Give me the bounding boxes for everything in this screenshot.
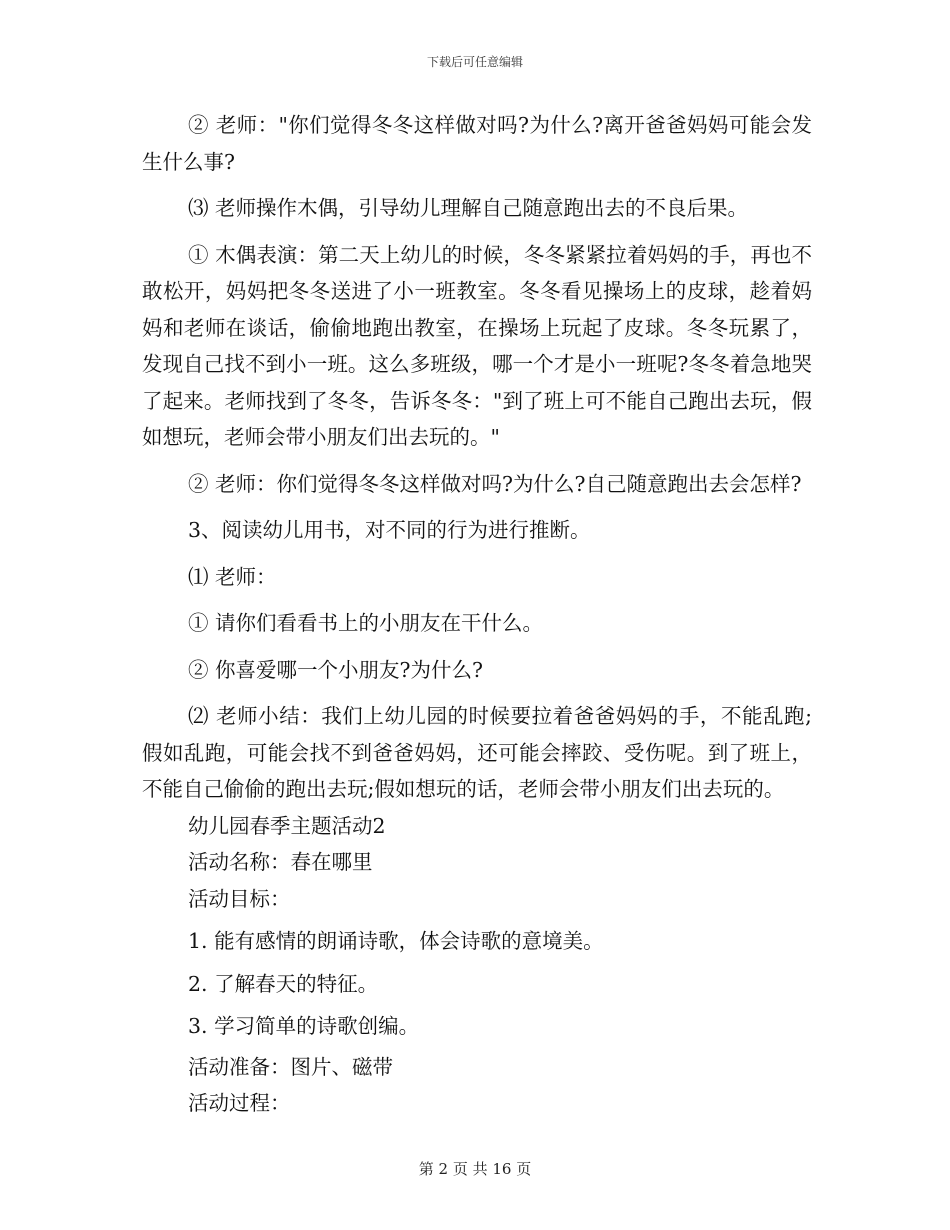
- activity-goals-label: 活动目标：: [188, 886, 291, 911]
- activity-name: 活动名称：春在哪里: [188, 850, 373, 874]
- section-title-activity-2: 幼儿园春季主题活动2: [188, 813, 386, 838]
- activity-process-label: 活动过程：: [188, 1091, 291, 1115]
- paragraph-teacher-question-1: ② 老师："你们觉得冬冬这样做对吗?为什么?离开爸爸妈妈可能会发生什么事?: [142, 113, 812, 174]
- page-footer: 第 2 页 共 16 页: [418, 1160, 532, 1178]
- paragraph-step-3: 3、阅读幼儿用书，对不同的行为进行推断。: [188, 518, 591, 542]
- paragraph-favorite-friend: ② 你喜爱哪一个小朋友?为什么?: [188, 657, 483, 682]
- document-body: [142, 107, 812, 1122]
- goal-item-1: 1. 能有感情的朗诵诗歌，体会诗歌的意境美。: [188, 929, 604, 953]
- paragraph-teacher-question-2: ② 老师：你们觉得冬冬这样做对吗?为什么?自己随意跑出去会怎样?: [188, 471, 802, 496]
- paragraph-puppet-guide: ⑶ 老师操作木偶，引导幼儿理解自己随意跑出去的不良后果。: [188, 196, 749, 220]
- activity-preparation: 活动准备：图片、磁带: [188, 1054, 393, 1079]
- paragraph-teacher-label: ⑴ 老师：: [188, 564, 277, 589]
- goal-item-2: 2. 了解春天的特征。: [188, 971, 379, 996]
- paragraph-look-at-book: ① 请你们看看书上的小朋友在干什么。: [188, 611, 544, 635]
- paragraph-teacher-summary: ⑵ 老师小结：我们上幼儿园的时候要拉着爸爸妈妈的手，不能乱跑;假如乱跑，可能会找不到爸爸妈妈，还可能会摔跤、受伤呢。到了班上，不能自己偷偷的跑出去玩;假如想玩的话，老师会带小朋友们出去玩的。: [142, 704, 812, 801]
- paragraph-puppet-show: ① 木偶表演：第二天上幼儿的时候，冬冬紧紧拉着妈妈的手，再也不敢松开，妈妈把冬冬送进了小一班教室。冬冬看见操场上的皮球，趁着妈妈和老师在谈话，偷偷地跑出教室，在操场上玩起了皮球。冬冬玩累了，发现自己找不到小一班。这么多班级，哪一个才是小一班呢?冬冬着急地哭了起来。老师找到了冬冬，告诉冬冬："到了班上可不能自己跑出去玩，假如想玩，老师会带小朋友们出去玩的。": [142, 242, 812, 449]
- page-header: 下载后可任意编辑: [426, 55, 523, 69]
- goal-item-3: 3. 学习简单的诗歌创编。: [188, 1014, 420, 1038]
